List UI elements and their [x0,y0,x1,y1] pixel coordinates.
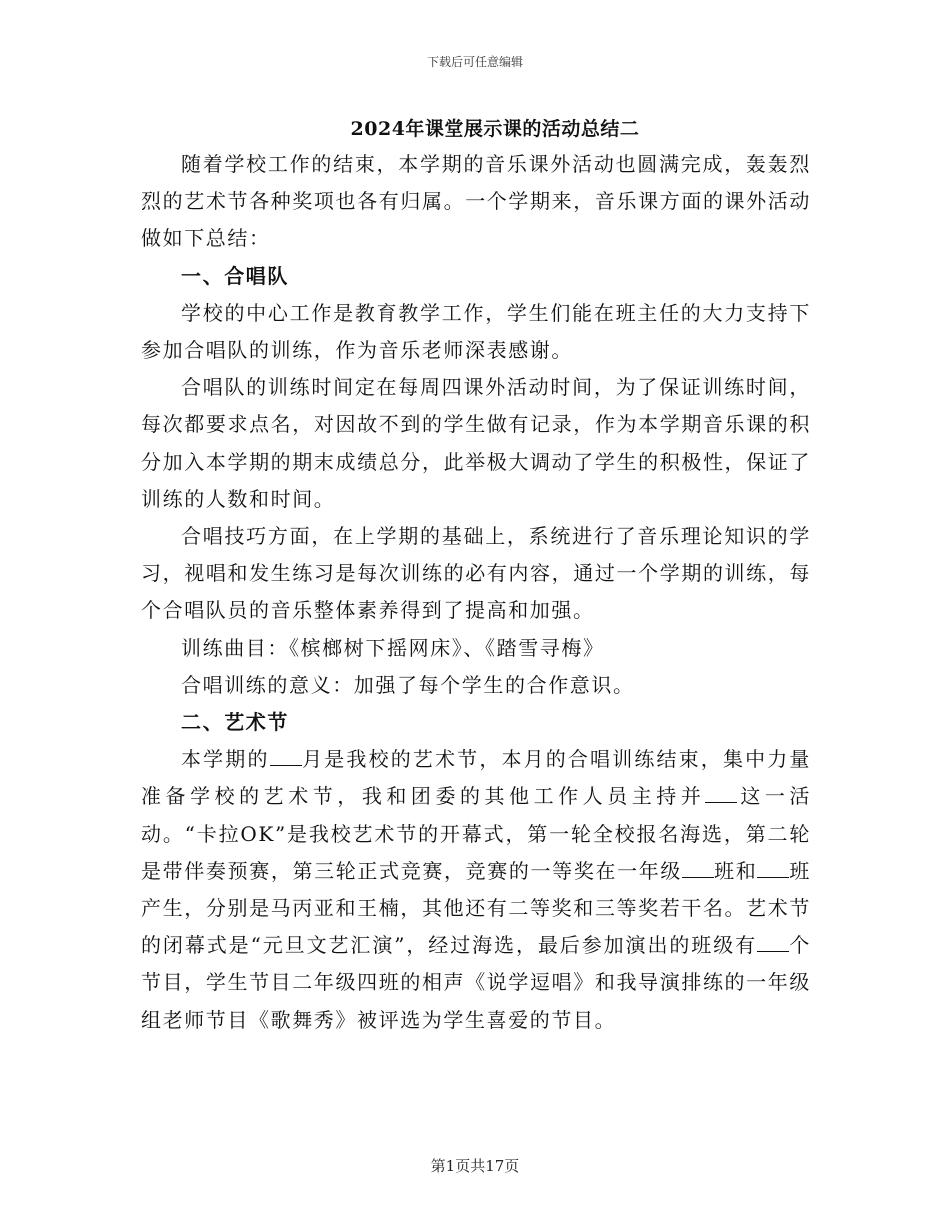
choir-significance: 合唱训练的意义：加强了每个学生的合作意识。 [181,672,635,697]
choir-paragraph-2: 合唱队的训练时间定在每周四课外活动时间，为了保证训练时间，每次都要求点名，对因故不到的学生做有记录，作为本学期音乐课的积分加入本学期的期末成绩总分，此举极大调动了学生的积极性，保证了训练的人数和时间。 [141,375,811,511]
blank-underline [757,950,789,952]
choir-paragraph-3: 合唱技巧方面，在上学期的基础上，系统进行了音乐理论知识的学习，视唱和发生练习是每次训练的必有内容，通过一个学期的训练，每个合唱队员的音乐整体素养得到了提高和加强。 [141,524,811,623]
art-festival-paragraph [141,741,811,1039]
blank-underline [705,801,737,803]
header-note: 下载后可任意编辑 [426,55,523,69]
text-segment: 班和 [714,858,758,883]
text-segment: 月是我校的艺术节，本月的合唱训练结束，集中力量准备学校的艺术节，我和团委的其他工作人员主持并 [141,747,811,809]
text-segment: 班产生，分别是马丙亚和王楠，其他还有二等奖和三等奖若干名。艺术节的闭幕式是“元旦文艺汇演”，经过海选，最后参加演出的班级有 [141,858,812,958]
text-segment: 个节目，学生节目二年级四班的相声《说学逗唱》和我导演排练的一年级组老师节目《歌舞秀》被评选为学生喜爱的节目。 [141,933,811,1032]
text-segment: 本学期的 [181,747,270,772]
section-heading-choir: 一、合唱队 [181,263,289,288]
blank-underline [682,876,714,878]
blank-underline [757,876,789,878]
blank-underline [270,764,302,766]
document-body [141,146,811,1039]
document-title: 2024年课堂展示课的活动总结二 [350,118,640,140]
intro-paragraph: 随着学校工作的结束，本学期的音乐课外活动也圆满完成，轰轰烈烈的艺术节各种奖项也各有归属。一个学期来，音乐课方面的课外活动做如下总结： [141,152,811,251]
text-segment: 这一活动。“卡拉OK”是我校艺术节的开幕式，第一轮全校报名海选，第二轮是带伴奏预赛，第三轮正式竞赛，竞赛的一等奖在一年级 [141,784,811,883]
choir-repertoire: 训练曲目：《槟榔树下摇网床》、《踏雪寻梅》 [181,635,605,660]
choir-paragraph-1: 学校的中心工作是教育教学工作，学生们能在班主任的大力支持下参加合唱队的训练，作为音乐老师深表感谢。 [141,300,811,363]
section-heading-art-festival: 二、艺术节 [181,710,289,735]
page-number: 第1页共17页 [430,1157,520,1175]
